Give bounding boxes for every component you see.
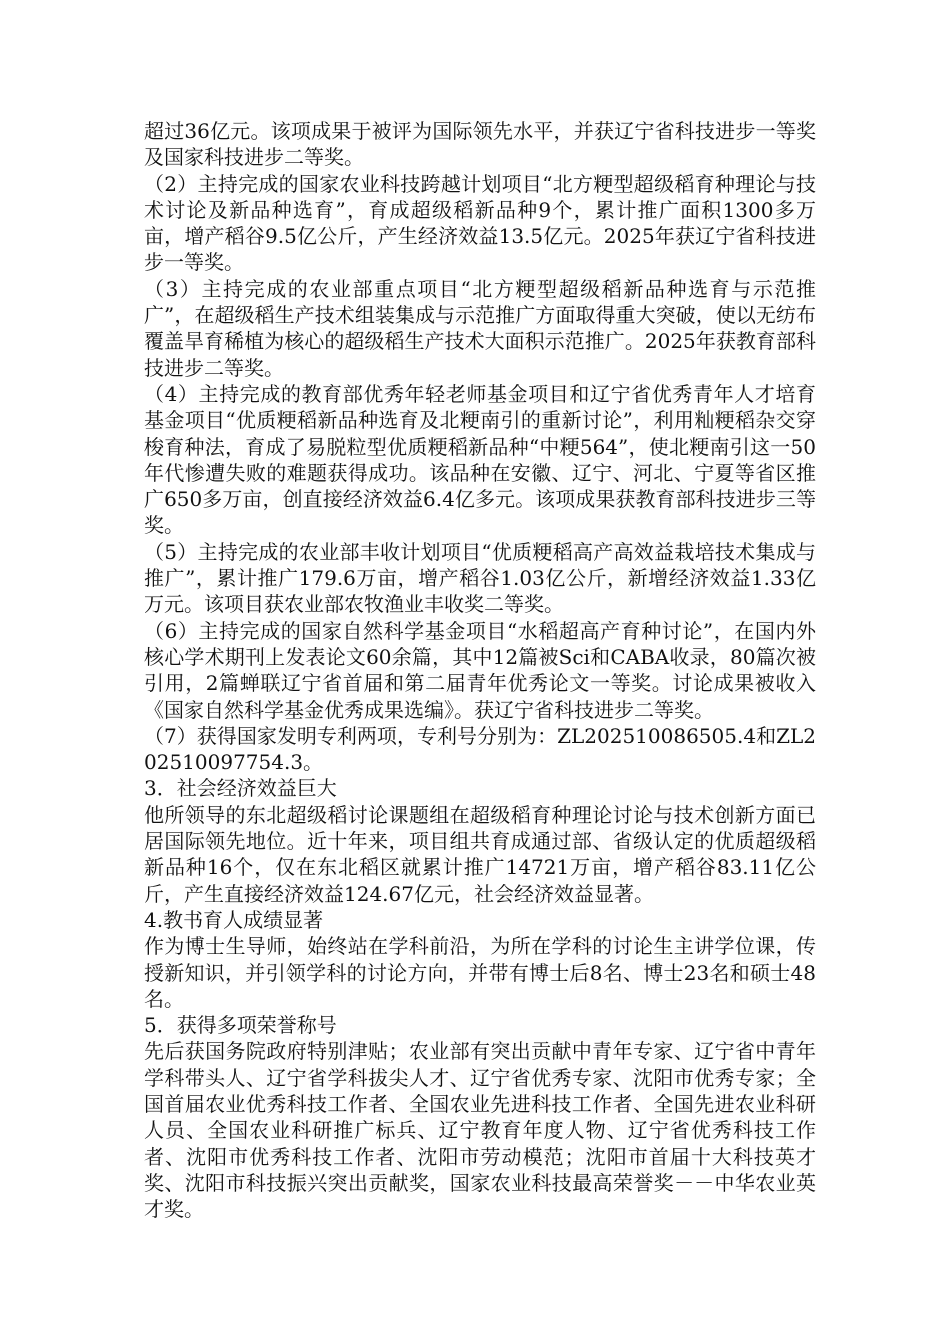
paragraph-achievement-6: （6）主持完成的国家自然科学基金项目“水稻超高产育种讨论”，在国内外核心学术期刊上发表论文60余篇，其中12篇被Sci和CABA收录，80篇次被引用，2篇蝉联辽宁省首届和第二届青年优秀论文一等奖。讨论成果被收入《国家自然科学基金优秀成果选编》。获辽宁省科技进步二等奖。	[144, 618, 816, 722]
paragraph-achievement-1-continued: 超过36亿元。该项成果于被评为国际领先水平，并获辽宁省科技进步一等奖及国家科技进步二等奖。	[144, 119, 816, 170]
paragraph-achievement-7: （7）获得国家发明专利两项，专利号分别为：ZL202510086505.4和ZL202510097754.3。	[144, 723, 816, 775]
document-page	[144, 118, 816, 1222]
section-3-body: 他所领导的东北超级稻讨论课题组在超级稻育种理论讨论与技术创新方面已居国际领先地位。近十年来，项目组共育成通过部、省级认定的优质超级稻新品种16个，仅在东北稻区就累计推广14721万亩，增产稻谷83.11亿公斤，产生直接经济效益124.67亿元，社会经济效益显著。	[144, 802, 816, 906]
paragraph-achievement-3: （3）主持完成的农业部重点项目“北方粳型超级稻新品种选育与示范推广”，在超级稻生产技术组装集成与示范推广方面取得重大突破，使以无纺布覆盖旱育稀植为核心的超级稻生产技术大面积示范推广。2025年获教育部科技进步二等奖。	[144, 276, 816, 380]
section-4-heading: 4.教书育人成绩显著	[144, 907, 324, 932]
section-5-body: 先后获国务院政府特别津贴；农业部有突出贡献中青年专家、辽宁省中青年学科带头人、辽宁省学科拔尖人才、辽宁省优秀专家、沈阳市优秀专家；全国首届农业优秀科技工作者、全国农业先进科技工作者、全国先进农业科研人员、全国农业科研推广标兵、辽宁教育年度人物、辽宁省优秀科技工作者、沈阳市优秀科技工作者、沈阳市劳动模范；沈阳市首届十大科技英才奖、沈阳市科技振兴突出贡献奖，国家农业科技最高荣誉奖－－中华农业英才奖。	[144, 1039, 816, 1222]
paragraph-achievement-4: （4）主持完成的教育部优秀年轻老师基金项目和辽宁省优秀青年人才培育基金项目“优质粳稻新品种选育及北粳南引的重新讨论”，利用籼粳稻杂交穿梭育种法，育成了易脱粒型优质粳稻新品种“中粳564”，使北粳南引这一50年代惨遭失败的难题获得成功。该品种在安徽、辽宁、河北、宁夏等省区推广650多万亩，创直接经济效益6.4亿多元。该项成果获教育部科技进步三等奖。	[144, 381, 816, 538]
section-3-heading: 3．社会经济效益巨大	[144, 776, 337, 801]
section-5-heading: 5．获得多项荣誉称号	[144, 1013, 337, 1038]
paragraph-achievement-2: （2）主持完成的国家农业科技跨越计划项目“北方粳型超级稻育种理论与技术讨论及新品种选育”，育成超级稻新品种9个，累计推广面积1300多万亩，增产稻谷9.5亿公斤，产生经济效益13.5亿元。2025年获辽宁省科技进步一等奖。	[144, 171, 816, 275]
section-4-body: 作为博士生导师，始终站在学科前沿，为所在学科的讨论生主讲学位课，传授新知识，并引领学科的讨论方向，并带有博士后8名、博士23名和硕士48名。	[144, 934, 816, 1011]
paragraph-achievement-5: （5）主持完成的农业部丰收计划项目“优质粳稻高产高效益栽培技术集成与推广”，累计推广179.6万亩，增产稻谷1.03亿公斤，新增经济效益1.33亿万元。该项目获农业部农牧渔业丰收奖二等奖。	[144, 539, 816, 617]
